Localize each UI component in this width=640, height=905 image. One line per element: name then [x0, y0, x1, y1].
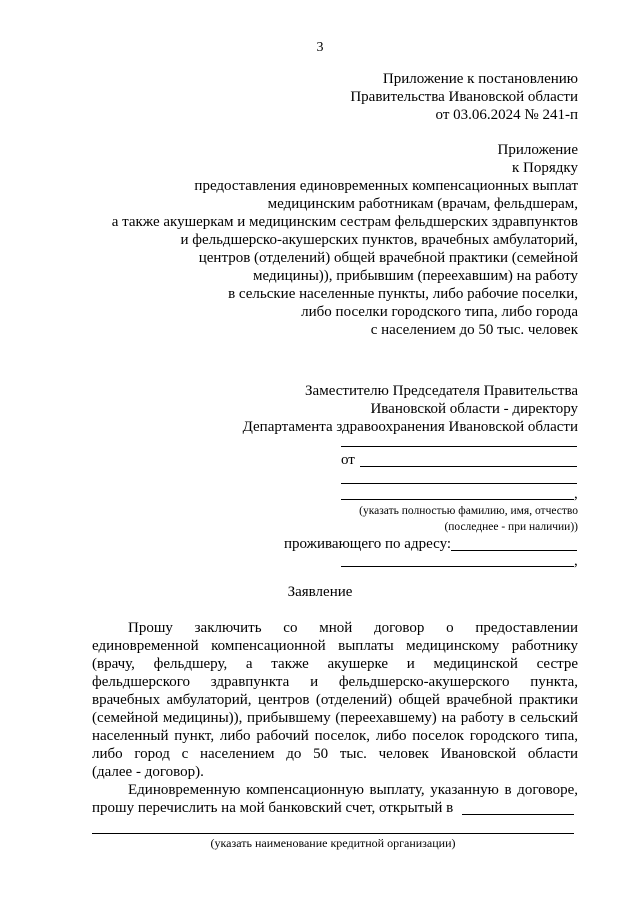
paragraph-line: единовременной компенсационной выплаты медицинскому работнику — [92, 638, 578, 654]
attachment-line: Правительства Ивановской области — [350, 89, 578, 105]
address-label: проживающего по адресу: — [284, 536, 452, 552]
paragraph-line: фельдшерского здравпункта и фельдшерско-акушерского пункта, — [92, 674, 578, 690]
order-line: центров (отделений) общей врачебной практики (семейной — [198, 250, 578, 266]
order-line: либо поселки городского типа, либо города — [301, 304, 578, 320]
attachment-line: Приложение к постановлению — [382, 71, 578, 87]
addressee-line: Департамента здравоохранения Ивановской области — [242, 419, 578, 435]
comma: , — [574, 486, 578, 502]
blank-line[interactable] — [341, 483, 577, 484]
paragraph-line: врачебных амбулаторий, центров (отделений) общей врачебной практики — [92, 692, 578, 708]
paragraph-line: (далее - договор). — [92, 764, 204, 780]
order-line: а также акушеркам и медицинским сестрам фельдшерских здравпунктов — [111, 214, 578, 230]
bank-hint: (указать наименование кредитной организации) — [210, 836, 456, 850]
addressee-line: Заместителю Председателя Правительства — [305, 383, 578, 399]
paragraph-line: прошу перечислить на мой банковский счет, открытый в — [92, 800, 454, 816]
blank-line[interactable] — [341, 446, 577, 447]
order-line: и фельдшерско-акушерских пунктов, врачебных амбулаторий, — [180, 232, 578, 248]
paragraph-line: (врачу, фельдшеру, а также акушерке и медицинской сестре — [92, 656, 578, 672]
paragraph-line: Единовременную компенсационную выплату, указанную в договоре, — [128, 782, 578, 798]
order-line: Приложение — [497, 142, 578, 158]
order-line: предоставления единовременных компенсационных выплат — [194, 178, 578, 194]
paragraph-line: Прошу заключить со мной договор о предоставлении — [128, 620, 578, 636]
order-line: к Порядку — [512, 160, 578, 176]
statement-title: Заявление — [287, 584, 353, 600]
fio-hint-2: (последнее - при наличии)) — [444, 521, 578, 533]
order-line: в сельские населенные пункты, либо рабочие поселки, — [228, 286, 578, 302]
page-number: 3 — [316, 40, 324, 55]
blank-line[interactable] — [341, 499, 574, 500]
paragraph-line: либо город с населением до 50 тыс. человек Ивановской области — [92, 746, 578, 762]
attachment-line: от 03.06.2024 № 241-п — [435, 107, 578, 123]
order-line: медицинским работникам (врачам, фельдшерам, — [267, 196, 578, 212]
paragraph-line: (семейной медицины)), прибывшему (переехавшему) на работу в сельский — [92, 710, 578, 726]
from-field[interactable] — [360, 466, 577, 467]
address-field[interactable] — [451, 550, 577, 551]
paragraph-line: населенный пункт, либо рабочий поселок, либо поселок городского типа, — [92, 728, 578, 744]
order-line: медицины)), прибывшим (переехавшим) на работу — [253, 268, 578, 284]
comma: , — [574, 553, 578, 569]
fio-hint: (указать полностью фамилию, имя, отчество — [359, 505, 578, 517]
addressee-line: Ивановской области - директору — [370, 401, 578, 417]
order-line: с населением до 50 тыс. человек — [370, 322, 578, 338]
from-label: от — [341, 452, 355, 468]
bank-field[interactable] — [462, 814, 574, 815]
bank-field-2[interactable] — [92, 833, 574, 834]
address-field-2[interactable] — [341, 566, 574, 567]
